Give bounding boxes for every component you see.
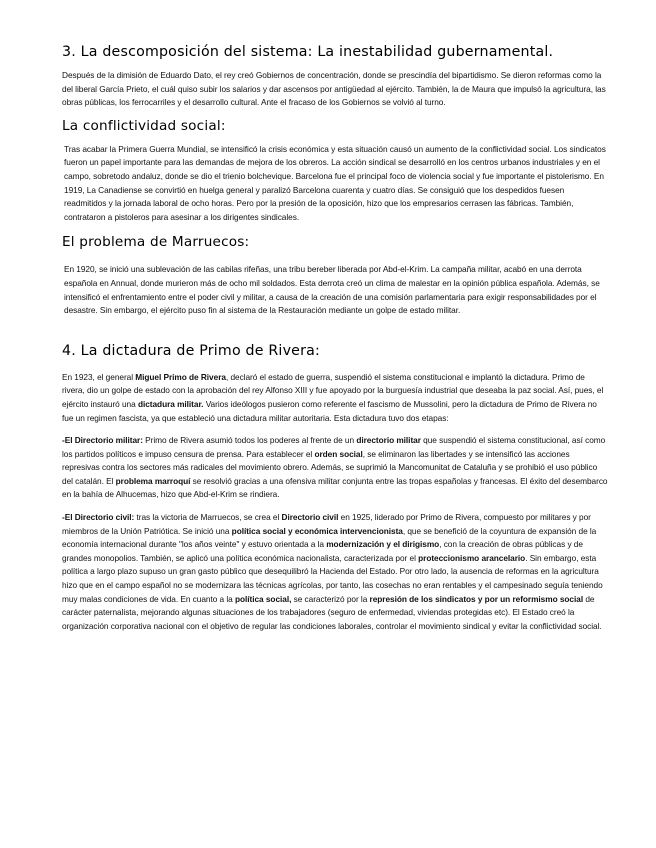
militar-bold: problema marroquí <box>115 475 191 486</box>
section-3-paragraph: Después de la dimisión de Eduardo Dato, el rey creó Gobiernos de concentración, donde se prescindía del bipartidismo. Se dieron reformas como la del liberal García Prieto, el cuál quiso subir los salarios y dar ascensos por antigüedad al ejército. También, la de Maura que impulsó la agricultura, las obras públicas, los ferrocarriles y el desarrollo cultural. Ante el fracaso de los Gobiernos se volvió al turno. <box>62 70 606 108</box>
civil-bold: Directorio civil <box>281 512 339 523</box>
civil-text: se caracterizó por la <box>291 593 370 604</box>
civil-bold: política social y económica intervencionista <box>231 525 403 536</box>
civil-text: , con la creación de obras públicas y de grandes monopolios. También, se aplicó una política económica nacionalista, caracterizada por el <box>62 539 583 563</box>
intro-bold-dictadura: dictadura militar. <box>137 398 204 409</box>
civil-bold: represión de los sindicatos y por un reformismo social <box>369 593 584 604</box>
civil-text: , que se benefició de la coyuntura de expansión de la economía internacional durante "los años veinte" y estuvo orientada a la <box>62 525 597 550</box>
civil-text: tras la victoria de Marruecos, se crea el <box>134 512 282 523</box>
marruecos-heading: El problema de Marruecos: <box>62 234 250 251</box>
intro-text: En 1923, el general <box>62 371 136 382</box>
conflictividad-heading: La conflictividad social: <box>62 117 226 134</box>
directorio-militar-paragraph <box>62 434 608 502</box>
militar-text: se resolvió gracias a una ofensiva militar conjunta entre las tropas españolas y francesas. El éxito del desembarco en la bahía de Alhucemas, hizo que Abd-el-Krim se rindiera. <box>62 475 608 500</box>
militar-text: que suspendió el sistema constitucional, así como los partidos políticos e impuso censura de prensa. Para establecer el <box>62 435 606 459</box>
intro-text: Varios ideólogos pusieron como referente el fascismo de Mussolini, pero la dictadura de Primo de Rivera no fue un regimen fascista, ya que estableció una dictadura militar autoritaria. Esta dictadura tuvo dos etapas: <box>62 398 597 423</box>
directorio-militar-title: -El Directorio militar: <box>62 435 143 446</box>
marruecos-paragraph: En 1920, se inició una sublevación de las cabilas rifeñas, una tribu bereber liberada por Abd-el-Krim. La campaña militar, acabó en una derrota española en Annual, donde murieron más de ocho mil soldados. Esta derrota creó un clima de malestar en la opinión pública española. Además, se intensificó el enfrentamiento entre el poder civil y militar, a causa de la creación de una comisión parlamentaria para exigir responsabilidades por el desastre. Sin embargo, el ejército puso fin al sistema de la Restauración mediante un golpe de estado militar. <box>64 264 600 316</box>
civil-bold: proteccionismo arancelario <box>418 552 526 563</box>
civil-text: en 1925, liderado por Primo de Rivera, compuesto por militares y por miembros de la Unión Patriótica. Se inició una <box>62 512 591 536</box>
civil-bold: modernización y el dirigismo <box>326 539 440 550</box>
civil-text: de carácter paternalista, mejorando algunas situaciones de los trabajadores (seguro de enfermedad, viviendas protegidas etc). El Estado creó la organización corporativa nacional con el objetivo de regular las condiciones laborales, controlar el movimiento sindical y evitar la conflictividad social. <box>62 593 602 631</box>
intro-text: , declaró el estado de guerra, suspendió el sistema constitucional e implantó la dictadura. Primo de rivera, dio un golpe de estado con la aprobación del rey Alfonso XIII y fue apoyado por la burguesía industrial que deseaba la paz social. Así, pues, el ejército instauró una <box>62 371 604 409</box>
intro-bold-name: Miguel Primo de Rivera <box>135 371 226 382</box>
section-3-heading: 3. La descomposición del sistema: La inestabilidad gubernamental. <box>62 44 554 60</box>
militar-text: Primo de Rivera asumió todos los poderes al frente de un <box>142 435 357 446</box>
civil-bold: política social, <box>234 593 292 604</box>
directorio-civil-title: -El Directorio civil: <box>62 512 135 523</box>
section-4-heading: 4. La dictadura de Primo de Rivera: <box>62 342 321 359</box>
conflictividad-paragraph: Tras acabar la Primera Guerra Mundial, se intensificó la crisis económica y esta situación causó un aumento de la conflictividad social. Los sindicatos fueron un papel importante para las demandas de mejora de los obreros. La acción sindical se desarrolló en los centros urbanos industriales y en el campo, sobretodo andaluz, donde se dio el trienio bolchevique. Barcelona fue el principal foco de violencia social y fue importante el pistolerismo. En 1919, La Canadiense se convirtió en huelga general y paralizó Barcelona cuarenta y cuatro días. Se consiguió que los despedidos fuesen readmitidos y la jornada laboral de ocho horas. Pero por la presión de la oposición, hizo que los empresarios cerrasen las fábricas. También, contrataron a pistoleros para asesinar a los dirigentes sindicales. <box>64 143 606 222</box>
section-4-intro-paragraph <box>62 371 608 425</box>
civil-text: . Sin embargo, esta política a largo plazo supuso un gran gasto público que desequilibró la Hacienda del Estado. Por otro lado, la ausencia de reformas en la agricultura hizo que en el campo español no se modernizara las técnicas agrícolas, por tanto, las cosechas no eran rentables y el campesinado seguía teniendo muy malas condiciones de vida. En cuanto a la <box>62 552 603 604</box>
militar-bold: directorio militar <box>356 435 421 446</box>
militar-text: , se eliminaron las libertades y se intensificó las acciones represivas contra los sectores más radicales del movimiento obrero. Además, se suprimió la Mancomunitat de Cataluña y se prohibió el uso público del catalán. El <box>62 448 598 486</box>
militar-bold: orden social <box>314 448 363 459</box>
directorio-civil-paragraph <box>62 511 608 633</box>
